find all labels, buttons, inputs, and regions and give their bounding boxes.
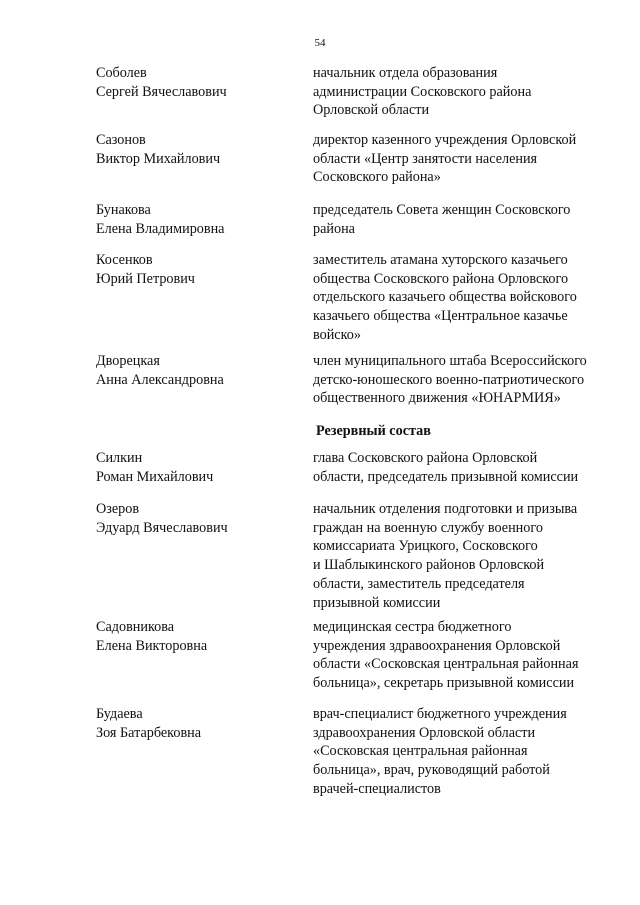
- role-line: области «Центр занятости населения: [313, 150, 538, 167]
- member-name: [96, 201, 296, 238]
- role-line: администрации Сосковского района: [313, 83, 532, 100]
- member-name: [96, 251, 296, 288]
- role-line: начальник отдела образования: [313, 65, 498, 81]
- role-line: директор казенного учреждения Орловской: [313, 132, 577, 148]
- role-line: Сосковского района»: [313, 169, 441, 186]
- role-line: больница», врач, руководящий работой: [313, 762, 550, 779]
- member-role: [313, 352, 623, 408]
- role-line: медицинская сестра бюджетного: [313, 619, 512, 635]
- member-name: [96, 131, 296, 168]
- role-line: войско»: [313, 326, 361, 343]
- member-given-names: Анна Александровна: [96, 371, 224, 388]
- role-line: призывной комиссии: [313, 594, 441, 611]
- member-name: [96, 500, 296, 537]
- member-role: [313, 705, 623, 799]
- member-surname: Дворецкая: [96, 353, 160, 369]
- role-line: председатель Совета женщин Сосковского: [313, 202, 571, 218]
- role-line: глава Сосковского района Орловской: [313, 450, 538, 466]
- role-line: общественного движения «ЮНАРМИЯ»: [313, 390, 561, 407]
- member-name: [96, 705, 296, 742]
- member-given-names: Юрий Петрович: [96, 270, 195, 287]
- member-role: [313, 64, 623, 120]
- role-line: области, заместитель председателя: [313, 575, 525, 592]
- role-line: граждан на военную службу военного: [313, 519, 543, 536]
- role-line: области «Сосковская центральная районная: [313, 656, 579, 673]
- role-line: и Шаблыкинского районов Орловской: [313, 557, 545, 574]
- member-name: [96, 64, 296, 101]
- member-surname: Бунакова: [96, 202, 151, 218]
- page-number: 54: [314, 37, 326, 49]
- member-given-names: Сергей Вячеславович: [96, 83, 227, 100]
- role-line: детско-юношеского военно-патриотического: [313, 371, 585, 388]
- member-given-names: Виктор Михайлович: [96, 150, 221, 167]
- member-given-names: Елена Викторовна: [96, 637, 208, 654]
- role-line: начальник отделения подготовки и призыва: [313, 501, 578, 517]
- member-given-names: Эдуард Вячеславович: [96, 519, 228, 536]
- role-line: здравоохранения Орловской области: [313, 724, 536, 741]
- role-line: Орловской области: [313, 102, 430, 119]
- role-line: врач-специалист бюджетного учреждения: [313, 706, 567, 722]
- member-role: [313, 449, 623, 486]
- role-line: врачей-специалистов: [313, 780, 441, 797]
- role-line: общества Сосковского района Орловского: [313, 270, 569, 287]
- role-line: член муниципального штаба Всероссийского: [313, 353, 587, 369]
- role-line: больница», секретарь призывной комиссии: [313, 675, 575, 692]
- member-surname: Будаева: [96, 706, 143, 722]
- member-given-names: Елена Владимировна: [96, 220, 225, 237]
- member-surname: Озеров: [96, 501, 140, 517]
- member-surname: Косенков: [96, 252, 153, 268]
- member-surname: Сазонов: [96, 132, 146, 148]
- member-role: [313, 618, 623, 693]
- member-surname: Соболев: [96, 65, 147, 81]
- member-given-names: Роман Михайлович: [96, 468, 214, 485]
- role-line: казачьего общества «Центральное казачье: [313, 308, 568, 325]
- role-line: района: [313, 220, 355, 237]
- member-role: [313, 500, 623, 612]
- member-surname: Силкин: [96, 450, 143, 466]
- role-line: заместитель атамана хуторского казачьего: [313, 252, 568, 268]
- member-name: [96, 618, 296, 655]
- member-role: [313, 251, 623, 345]
- member-given-names: Зоя Батарбековна: [96, 724, 202, 741]
- role-line: области, председатель призывной комиссии: [313, 468, 579, 485]
- member-name: [96, 449, 296, 486]
- role-line: отдельского казачьего общества войскового: [313, 289, 577, 306]
- role-line: комиссариата Урицкого, Сосковского: [313, 538, 538, 555]
- member-role: [313, 131, 623, 187]
- member-role: [313, 201, 623, 238]
- member-name: [96, 352, 296, 389]
- role-line: учреждения здравоохранения Орловской: [313, 637, 561, 654]
- reserve-section-title: Резервный состав: [316, 423, 431, 439]
- role-line: «Сосковская центральная районная: [313, 743, 528, 760]
- member-surname: Садовникова: [96, 619, 175, 635]
